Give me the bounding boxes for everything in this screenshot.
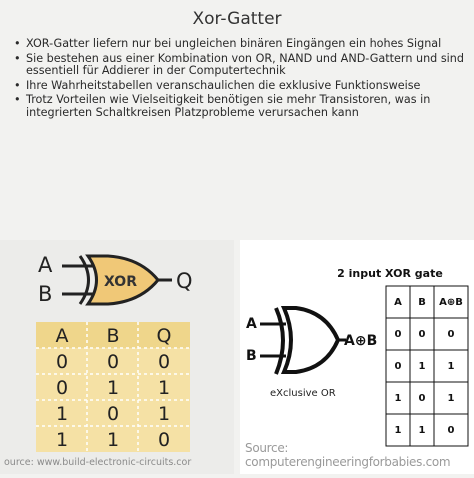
table-title: 2 input XOR gate: [337, 267, 443, 280]
table-header: A: [55, 325, 69, 347]
table-cell: 1: [418, 361, 426, 372]
gate-input-a: A: [246, 316, 257, 332]
table-cell: 0: [418, 329, 426, 340]
source-credit-right: Source: computerengineeringforbabies.com: [245, 441, 451, 469]
table-header: A⊕B: [439, 297, 463, 308]
bullet-item: [14, 94, 466, 118]
table-cell: 1: [106, 429, 120, 451]
table-cell: 1: [55, 403, 69, 425]
source-credit-left: ource: www.build-electronic-circuits.cor: [4, 457, 192, 468]
left-xor-image: [0, 240, 234, 474]
gate-label: XOR: [104, 274, 137, 290]
table-header: B: [106, 325, 120, 347]
bullet-dot-icon: •: [14, 93, 21, 107]
gate-input-b: B: [38, 282, 53, 306]
table-cell: 1: [157, 403, 171, 425]
table-cell: 0: [55, 351, 69, 373]
table-header: A: [394, 297, 402, 308]
bullet-text: XOR-Gatter liefern nur bei ungleichen binären Eingängen ein hohes Signal: [26, 37, 442, 50]
right-xor-image: [240, 240, 474, 474]
table-cell: 1: [157, 377, 171, 399]
gate-output: A⊕B: [344, 333, 378, 349]
table-header: Q: [156, 325, 172, 347]
bullet-item: [14, 53, 466, 77]
gate-caption: eXclusive OR: [270, 388, 336, 399]
table-cell: 0: [157, 429, 171, 451]
bullet-dot-icon: •: [14, 51, 21, 65]
left-xor-svg: [0, 240, 234, 474]
bullet-dot-icon: •: [14, 78, 21, 92]
table-cell: 0: [106, 351, 120, 373]
bullet-text: Sie bestehen aus einer Kombination von OR, NAND und AND-Gattern und sind essentiell für Addierer in der Computertechnik: [26, 51, 464, 77]
right-xor-svg: [240, 240, 474, 474]
table-cell: 0: [394, 361, 402, 372]
table-cell: 1: [394, 393, 402, 404]
gate-input-b: B: [246, 348, 257, 364]
table-cell: 0: [55, 377, 69, 399]
xor-gate-symbol-right: [260, 308, 346, 374]
page-title: Xor-Gatter: [192, 9, 282, 29]
table-cell: 1: [106, 377, 120, 399]
bullet-item: [14, 38, 466, 50]
bullet-list: [14, 38, 466, 121]
table-cell: 1: [55, 429, 69, 451]
table-cell: 0: [106, 403, 120, 425]
table-cell: 1: [418, 425, 426, 436]
gate-input-a: A: [38, 253, 53, 277]
gate-output: Q: [176, 269, 193, 293]
table-cell: 0: [447, 425, 455, 436]
table-cell: 1: [447, 393, 455, 404]
table-header: B: [418, 297, 426, 308]
bullet-text: Trotz Vorteilen wie Vielseitigkeit benötigen sie mehr Transistoren, was in integrierten Schaltkreisen Platzprobleme verursachen kann: [26, 93, 431, 119]
table-cell: 0: [157, 351, 171, 373]
table-cell: 1: [394, 425, 402, 436]
table-cell: 1: [447, 361, 455, 372]
table-cell: 0: [447, 329, 455, 340]
bullet-text: Ihre Wahrheitstabellen veranschaulichen die exklusive Funktionsweise: [26, 78, 421, 92]
bullet-dot-icon: •: [14, 37, 21, 50]
bullet-item: [14, 80, 466, 92]
table-cell: 0: [394, 329, 402, 340]
table-cell: 0: [418, 393, 426, 404]
